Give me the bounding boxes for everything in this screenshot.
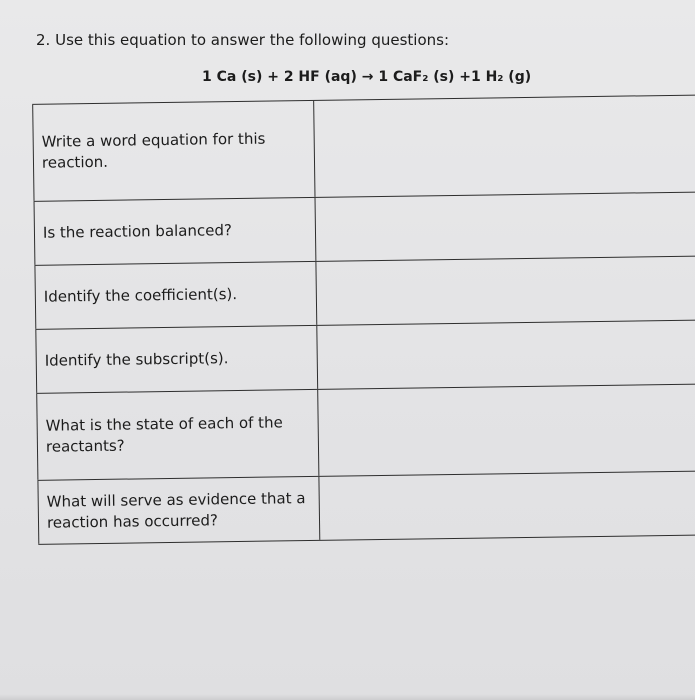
table-row	[37, 471, 695, 545]
answer-cell[interactable]	[316, 192, 695, 261]
question-heading	[36, 31, 449, 49]
question-cell: Is the reaction balanced?	[34, 198, 317, 265]
question-cell: Identify the subscript(s).	[35, 326, 318, 393]
answer-cell[interactable]	[319, 471, 695, 540]
question-table	[32, 94, 695, 545]
table-row	[34, 256, 695, 330]
question-number: 2.	[36, 31, 51, 49]
answer-cell[interactable]	[316, 256, 695, 325]
paper-shadow	[0, 694, 695, 700]
worksheet-area	[22, 82, 695, 532]
question-prompt: Use this equation to answer the following questions:	[55, 31, 450, 49]
question-cell: What will serve as evidence that a reaction has occurred?	[37, 477, 320, 544]
answer-cell[interactable]	[317, 320, 695, 389]
table-row	[32, 95, 695, 202]
table-row	[34, 192, 695, 266]
question-cell: Identify the coefficient(s).	[34, 262, 317, 329]
question-cell: What is the state of each of the reactants?	[36, 390, 319, 480]
answer-cell[interactable]	[318, 384, 695, 476]
table-row	[35, 320, 695, 394]
chemical-equation: 1 Ca (s) + 2 HF (aq) → 1 CaF₂ (s) +1 H₂ (g)	[202, 69, 532, 85]
question-cell: Write a word equation for this reaction.	[32, 101, 315, 201]
table-row	[36, 384, 695, 481]
answer-cell[interactable]	[314, 95, 695, 197]
